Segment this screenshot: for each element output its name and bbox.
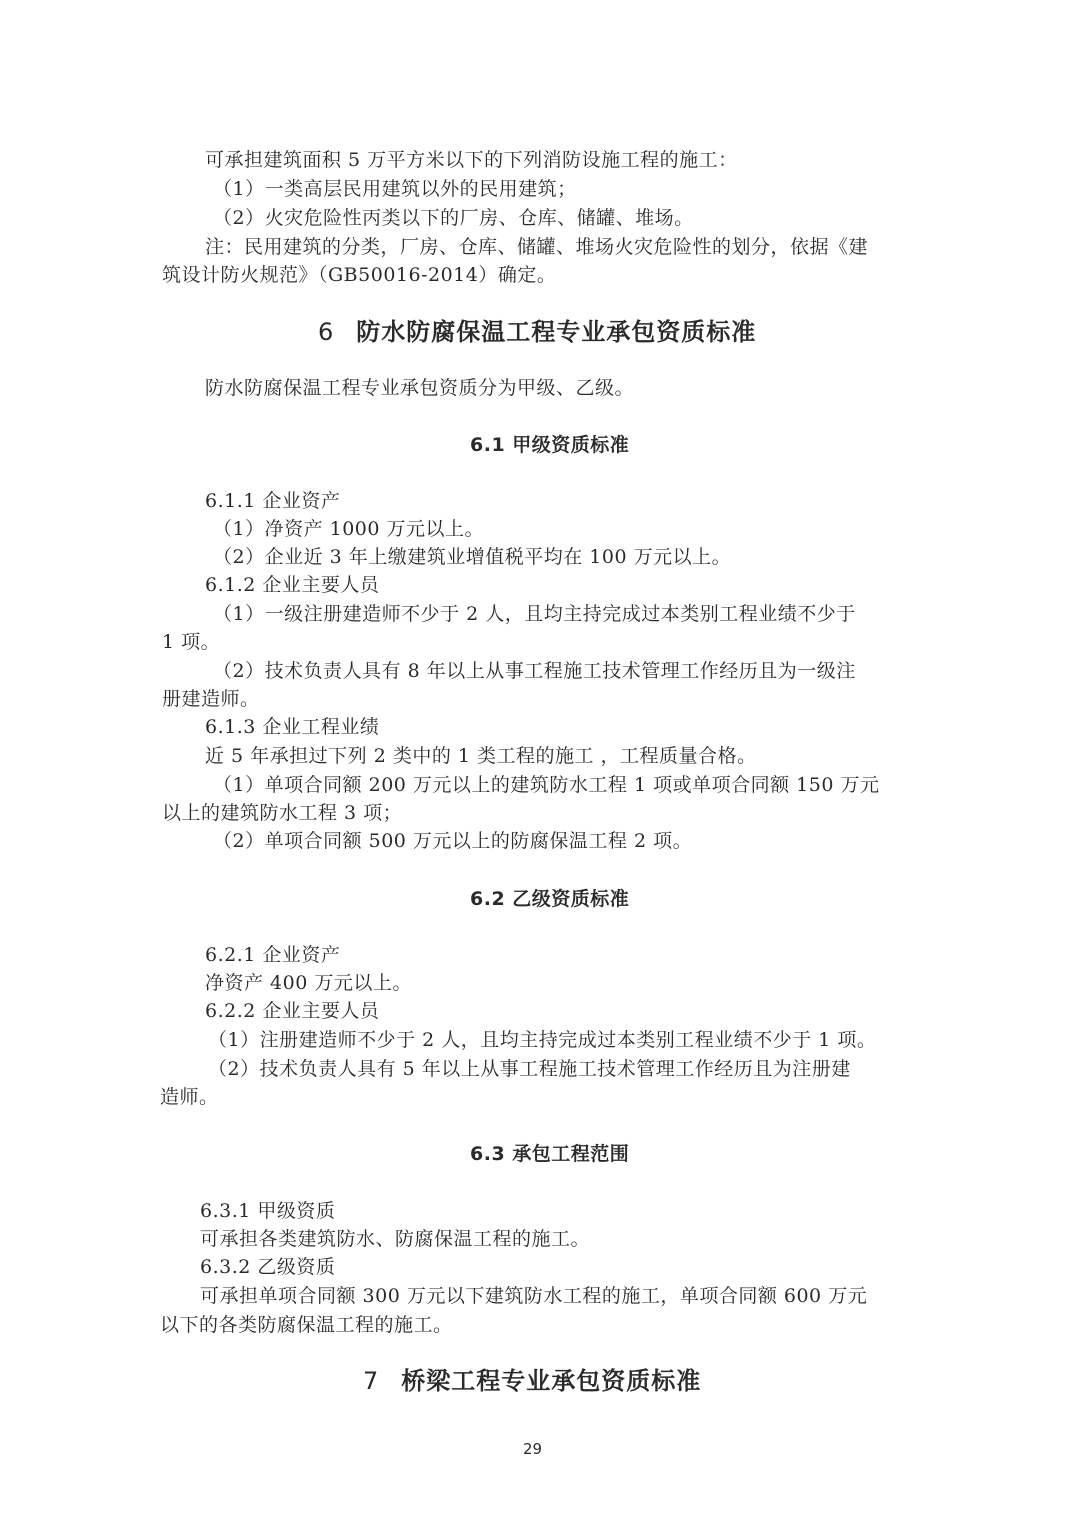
section-6-heading bbox=[318, 317, 756, 347]
section-7-heading bbox=[363, 1366, 701, 1396]
heading-6-3-1: 6.3.1 甲级资质 bbox=[200, 1200, 336, 1222]
section-7-number: 7 bbox=[363, 1367, 380, 1395]
heading-6-2-1: 6.2.1 企业资产 bbox=[205, 944, 341, 966]
para-6-3-1: 可承担各类建筑防水、防腐保温工程的施工。 bbox=[200, 1228, 591, 1250]
para-6-2-2-b-line-2: 造师。 bbox=[160, 1086, 219, 1108]
para-6-1-2-b-line-2: 册建造师。 bbox=[162, 688, 260, 710]
heading-6-3-2: 6.3.2 乙级资质 bbox=[200, 1256, 336, 1278]
page-number: 29 bbox=[523, 1440, 543, 1458]
intro-line-3: （2）火灾危险性丙类以下的厂房、仓库、储罐、堆场。 bbox=[213, 207, 694, 229]
section-6-summary: 防水防腐保温工程专业承包资质分为甲级、乙级。 bbox=[205, 377, 635, 399]
para-6-1-2-a-line-2: 1 项。 bbox=[162, 631, 221, 653]
para-6-1-2-a-line-1: （1）一级注册建造师不少于 2 人，且均主持完成过本类别工程业绩不少于 bbox=[213, 603, 856, 625]
subsection-6-3-heading: 6.3 承包工程范围 bbox=[470, 1143, 630, 1165]
intro-line-1: 可承担建筑面积 5 万平方米以下的下列消防设施工程的施工： bbox=[205, 149, 738, 171]
intro-note-line-2: 筑设计防火规范》（GB50016-2014）确定。 bbox=[162, 264, 557, 286]
para-6-3-2-line-1: 可承担单项合同额 300 万元以下建筑防水工程的施工，单项合同额 600 万元 bbox=[200, 1285, 868, 1307]
heading-6-1-3: 6.1.3 企业工程业绩 bbox=[205, 716, 380, 738]
para-6-1-3-a-line-1: （1）单项合同额 200 万元以上的建筑防水工程 1 项或单项合同额 150 万元 bbox=[213, 774, 880, 796]
intro-note-line-1: 注：民用建筑的分类，厂房、仓库、储罐、堆场火灾危险性的划分，依据《建 bbox=[205, 236, 869, 258]
heading-6-1-2: 6.1.2 企业主要人员 bbox=[205, 574, 380, 596]
para-6-1-2-b-line-1: （2）技术负责人具有 8 年以上从事工程施工技术管理工作经历且为一级注 bbox=[213, 660, 856, 682]
heading-6-1-1: 6.1.1 企业资产 bbox=[205, 490, 341, 512]
para-6-1-3: 近 5 年承担过下列 2 类中的 1 类工程的施工 ，工程质量合格。 bbox=[205, 745, 757, 767]
para-6-3-2-line-2: 以下的各类防腐保温工程的施工。 bbox=[160, 1314, 453, 1336]
section-6-title: 防水防腐保温工程专业承包资质标准 bbox=[356, 318, 757, 346]
intro-line-2: （1）一类高层民用建筑以外的民用建筑； bbox=[213, 178, 577, 200]
para-6-2-2-a: （1）注册建造师不少于 2 人，且均主持完成过本类别工程业绩不少于 1 项。 bbox=[208, 1029, 877, 1051]
para-6-1-3-b: （2）单项合同额 500 万元以上的防腐保温工程 2 项。 bbox=[213, 830, 693, 852]
subsection-6-2-heading: 6.2 乙级资质标准 bbox=[470, 888, 630, 910]
para-6-1-1-a: （1）净资产 1000 万元以上。 bbox=[213, 518, 485, 540]
para-6-2-2-b-line-1: （2）技术负责人具有 5 年以上从事工程施工技术管理工作经历且为注册建 bbox=[208, 1058, 851, 1080]
subsection-6-1-heading: 6.1 甲级资质标准 bbox=[470, 434, 630, 456]
heading-6-2-2: 6.2.2 企业主要人员 bbox=[205, 1000, 380, 1022]
section-7-title: 桥梁工程专业承包资质标准 bbox=[401, 1367, 702, 1395]
para-6-1-3-a-line-2: 以上的建筑防水工程 3 项； bbox=[162, 802, 403, 824]
para-6-1-1-b: （2）企业近 3 年上缴建筑业增值税平均在 100 万元以上。 bbox=[213, 546, 732, 568]
para-6-2-1: 净资产 400 万元以上。 bbox=[205, 972, 412, 994]
section-6-number: 6 bbox=[318, 318, 335, 346]
